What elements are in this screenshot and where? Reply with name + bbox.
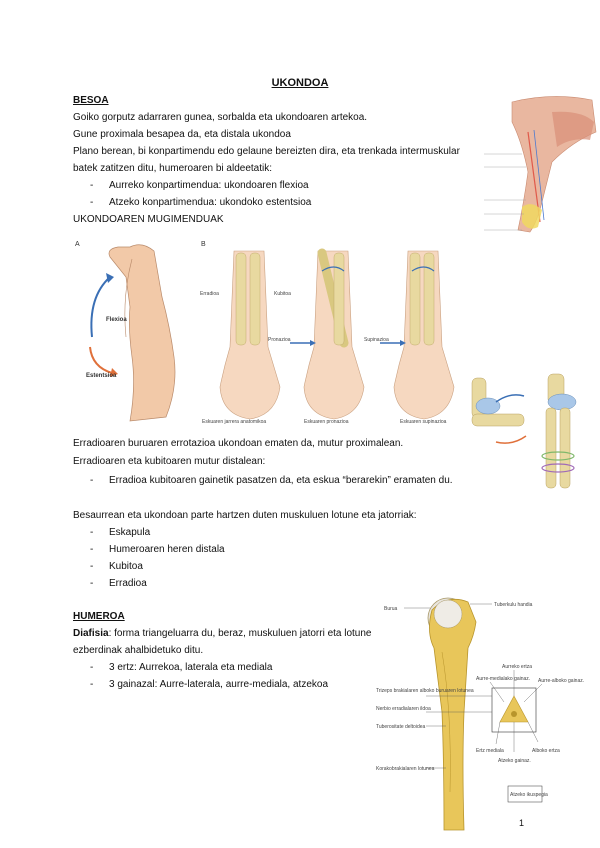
besoa-heading: BESOA (73, 95, 109, 106)
pronazioa-label: Pronazioa (268, 337, 291, 343)
besoa-line-4: batek zatitzen ditu, humeroaren bi aldeetatik: (73, 163, 273, 174)
burua-label: Burua (384, 606, 398, 612)
bullet-dash: - (90, 527, 94, 538)
forearm-supination (364, 251, 454, 425)
kubitoa-label: Kubitoa (274, 291, 291, 297)
atzeko-ikuspegia-label: Atzeko ikuspegia (510, 792, 548, 798)
fig-b-letter: B (201, 241, 206, 248)
aurreko-ertza-label: Aurreko ertza (502, 664, 533, 670)
fig-a-letter: A (75, 241, 80, 248)
nerbio-label: Nerbio erradialaren ildoa (376, 706, 431, 712)
erradioa-label: Erradioa (200, 291, 219, 297)
aurre-alboko-label: Aurre-alboko gainaz. (538, 678, 585, 684)
mugimenduak-line-2: Erradioaren eta kubitoaren mutur distalean: (73, 456, 266, 467)
triceps-label: Trizeps brakialaren alboko buruaren lotunea (376, 688, 474, 694)
bullet-dash: - (90, 180, 94, 191)
page-title: UKONDOA (271, 77, 329, 89)
elbow-rotation-figure (466, 372, 600, 492)
besoa-bullet-2: Atzeko konpartimendua: ukondoko estentsioa (109, 197, 312, 208)
besoa-line-2: Gune proximala besapea da, eta distala ukondoa (73, 129, 291, 140)
humeroa-line-2: ezberdinak ahalbidetuko ditu. (73, 645, 204, 656)
supinazioa-label: Supinazioa (364, 337, 389, 343)
tuberkulu-handia-label: Tuberkulu handia (494, 602, 533, 608)
ertz-mediala-label: Ertz mediala (476, 748, 504, 754)
caption-anatomical: Eskuaren jarrera anatomikoa (202, 419, 267, 425)
humerus-figure (372, 592, 592, 832)
diafisia-text: : forma triangeluarra du, beraz, muskuluen jatorri eta lotune (108, 628, 372, 639)
bullet-dash: - (90, 197, 94, 208)
humeroa-bullet-1: 3 ertz: Aurrekoa, laterala eta mediala (109, 662, 273, 673)
bullet-dash: - (90, 679, 94, 690)
bullet-dash: - (90, 561, 94, 572)
humeroa-heading: HUMEROA (73, 611, 125, 622)
muskuluak-bullet-2: Humeroaren heren distala (109, 544, 225, 555)
diafisia-label: Diafisia (73, 628, 109, 639)
pronation-supination-figure (198, 237, 456, 427)
tuberositate-label: Tuberositate deltoidea (376, 724, 426, 730)
bullet-dash: - (90, 662, 94, 673)
alboko-ertza-label: Alboko ertza (532, 748, 560, 754)
muskuluak-bullet-1: Eskapula (109, 527, 151, 538)
forearm-pronation (268, 251, 364, 425)
page-number: 1 (518, 818, 524, 828)
muskuluak-bullet-4: Erradioa (109, 578, 147, 589)
bullet-dash: - (90, 544, 94, 555)
muskuluak-bullet-3: Kubitoa (109, 561, 143, 572)
bullet-dash: - (90, 578, 94, 589)
besoa-line-1: Goiko gorputz adarraren gunea, sorbalda eta ukondoaren artekoa. (73, 112, 368, 123)
humeroa-diafisia-line (73, 627, 372, 640)
caption-pronation: Eskuaren pronazioa (304, 419, 349, 425)
humeroa-bullet-2: 3 gainazal: Aurre-laterala, aurre-mediala, atzekoa (109, 679, 329, 690)
flexion-label: Flexioa (106, 317, 127, 323)
flexion-extension-figure (70, 237, 190, 425)
aurre-mediala-label: Aurre-medialako gainaz. (476, 676, 531, 682)
mugimenduak-heading: UKONDOAREN MUGIMENDUAK (73, 214, 224, 225)
bullet-dash: - (90, 475, 94, 486)
besoa-line-3: Plano berean, bi konpartimendu edo gelaune bereizten dira, eta trenkada intermuskular (73, 146, 460, 157)
atzeko-gainaz-label: Atzeko gainaz. (498, 758, 531, 764)
arm-compartments-figure (482, 92, 600, 240)
mugimenduak-bullet-1: Erradioa kubitoaren gainetik pasatzen da, eta eskua “berarekin” eramaten du. (109, 475, 453, 486)
caption-supination: Eskuaren supinazioa (400, 419, 447, 425)
muskuluak-intro: Besaurrean eta ukondoan parte hartzen duten muskuluen lotune eta jatorriak: (73, 510, 417, 521)
besoa-bullet-1: Aurreko konpartimendua: ukondoaren flexioa (109, 180, 309, 191)
extension-label: Estentsioa (86, 373, 117, 379)
mugimenduak-line-1: Erradioaren buruaren errotazioa ukondoan ematen da, mutur proximalean. (73, 438, 404, 449)
korakobrakial-label: Korakobrakialaren lotunea (376, 766, 435, 772)
